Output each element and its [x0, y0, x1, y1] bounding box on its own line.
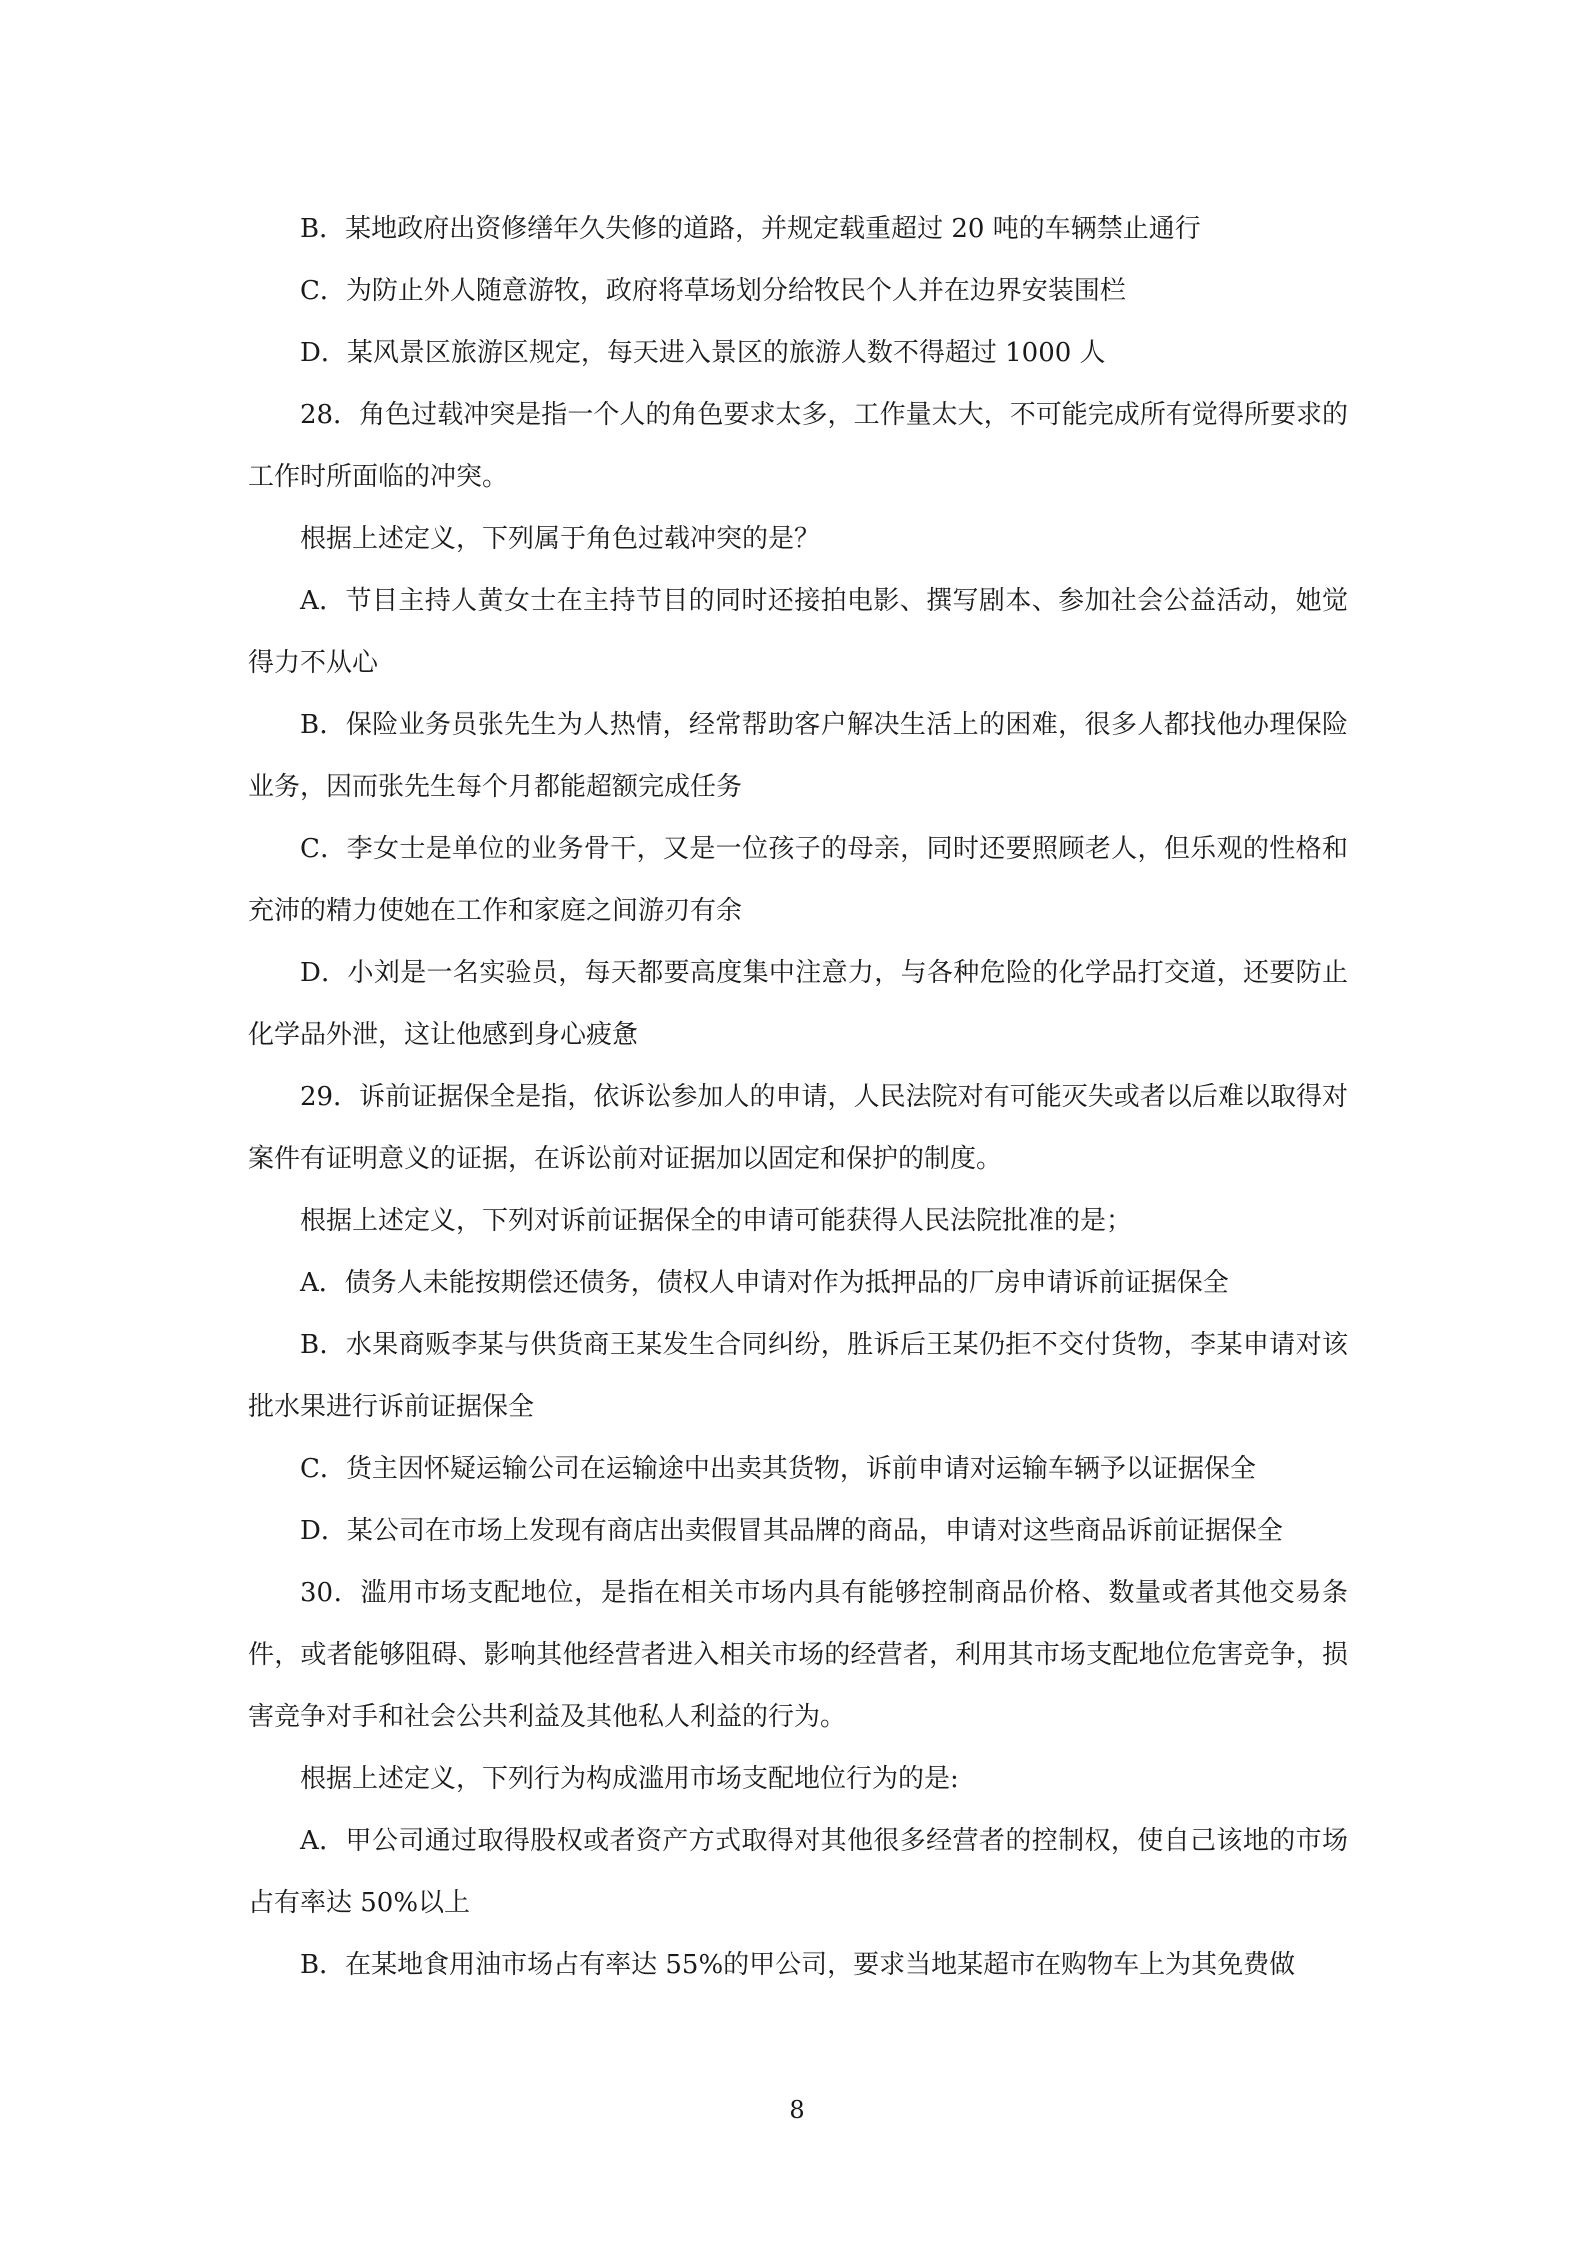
question-29-definition: 29．诉前证据保全是指，依诉讼参加人的申请，人民法院对有可能灭失或者以后难以取得对案件有证明意义的证据，在诉讼前对证据加以固定和保护的制度。	[248, 1082, 1348, 1174]
question-28-prompt: 根据上述定义，下列属于角色过载冲突的是？	[300, 524, 821, 554]
option-a-q30: A．甲公司通过取得股权或者资产方式取得对其他很多经营者的控制权，使自己该地的市场占有率达 50%以上	[248, 1826, 1348, 1918]
option-d-q29: D．某公司在市场上发现有商店出卖假冒其品牌的商品，申请对这些商品诉前证据保全	[300, 1516, 1283, 1546]
question-28-definition: 28．角色过载冲突是指一个人的角色要求太多，工作量太大，不可能完成所有觉得所要求的工作时所面临的冲突。	[248, 400, 1348, 492]
question-30-definition: 30．滥用市场支配地位，是指在相关市场内具有能够控制商品价格、数量或者其他交易条件，或者能够阻碍、影响其他经营者进入相关市场的经营者，利用其市场支配地位危害竞争，损害竞争对手和社会公共利益及其他私人利益的行为。	[248, 1578, 1348, 1732]
question-30-prompt: 根据上述定义，下列行为构成滥用市场支配地位行为的是:	[300, 1764, 959, 1794]
option-c-q27: C．为防止外人随意游牧，政府将草场划分给牧民个人并在边界安装围栏	[300, 276, 1126, 306]
option-a-q29: A．债务人未能按期偿还债务，债权人申请对作为抵押品的厂房申请诉前证据保全	[300, 1268, 1229, 1298]
option-b-q30: B．在某地食用油市场占有率达 55%的甲公司，要求当地某超市在购物车上为其免费做	[300, 1950, 1296, 1980]
page-number: 8	[789, 2096, 805, 2124]
option-c-q29: C．货主因怀疑运输公司在运输途中出卖其货物，诉前申请对运输车辆予以证据保全	[300, 1454, 1256, 1484]
option-c-q28: C．李女士是单位的业务骨干，又是一位孩子的母亲，同时还要照顾老人，但乐观的性格和充沛的精力使她在工作和家庭之间游刃有余	[248, 834, 1348, 926]
page-body	[248, 198, 1348, 1996]
option-b-q28: B．保险业务员张先生为人热情，经常帮助客户解决生活上的困难，很多人都找他办理保险业务，因而张先生每个月都能超额完成任务	[248, 710, 1348, 802]
option-d-q28: D．小刘是一名实验员，每天都要高度集中注意力，与各种危险的化学品打交道，还要防止化学品外泄，这让他感到身心疲惫	[248, 958, 1348, 1050]
option-d-q27: D．某风景区旅游区规定，每天进入景区的旅游人数不得超过 1000 人	[300, 338, 1106, 368]
question-29-prompt: 根据上述定义，下列对诉前证据保全的申请可能获得人民法院批准的是；	[300, 1206, 1133, 1236]
option-b-q29: B．水果商贩李某与供货商王某发生合同纠纷，胜诉后王某仍拒不交付货物，李某申请对该批水果进行诉前证据保全	[248, 1330, 1348, 1422]
option-a-q28: A．节目主持人黄女士在主持节目的同时还接拍电影、撰写剧本、参加社会公益活动，她觉得力不从心	[248, 586, 1348, 678]
option-b-q27: B．某地政府出资修缮年久失修的道路，并规定载重超过 20 吨的车辆禁止通行	[300, 214, 1201, 244]
